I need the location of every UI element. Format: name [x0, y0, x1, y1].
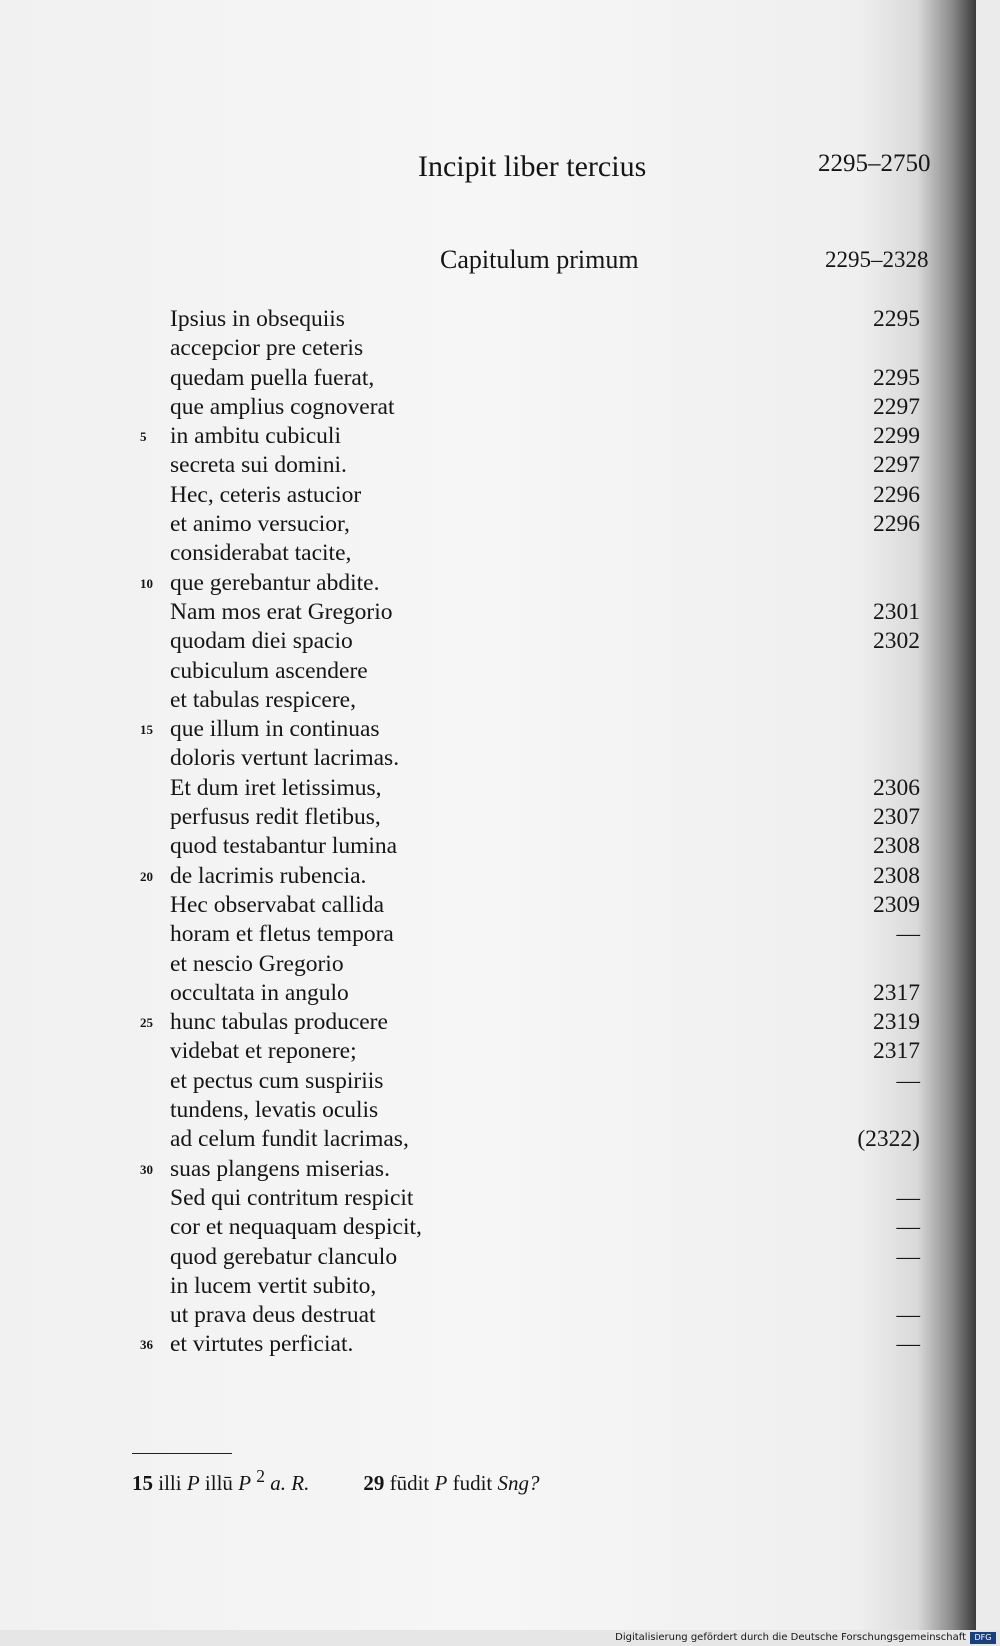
verse-text: accepcior pre ceteris	[170, 335, 364, 362]
footnotes	[132, 1466, 594, 1496]
verse-line	[0, 744, 976, 773]
line-number: 36	[140, 1337, 153, 1353]
verse-reference: 2296	[873, 511, 920, 538]
verse-text: Hec, ceteris astucior	[170, 481, 362, 508]
verse-text: in lucem vertit subito,	[170, 1272, 377, 1299]
verse-text: Et dum iret letissimus,	[170, 774, 382, 801]
verse-reference: 2317	[873, 979, 920, 1006]
verse-line	[0, 1301, 976, 1330]
verse-text: que amplius cognoverat	[170, 393, 395, 420]
verse-line	[0, 451, 976, 480]
verse-text: perfusus redit fletibus,	[170, 804, 381, 831]
verse-text: secreta sui domini.	[170, 452, 347, 479]
verse-line	[0, 305, 976, 334]
verse-text: que illum in continuas	[170, 716, 380, 743]
verse-lines	[0, 305, 976, 1360]
footnote-number: 15	[132, 1471, 153, 1495]
verse-reference: 2301	[873, 598, 920, 625]
verse-reference: 2297	[873, 452, 920, 479]
verse-text: que gerebantur abdite.	[170, 569, 380, 596]
footnote	[363, 1466, 539, 1496]
verse-line	[0, 1213, 976, 1242]
verse-line	[0, 1330, 976, 1359]
verse-reference: —	[896, 921, 920, 948]
verse-text: quedam puella fuerat,	[170, 364, 375, 391]
verse-reference: —	[896, 1184, 920, 1211]
verse-text: hunc tabulas producere	[170, 1009, 388, 1036]
footnote-lemma: fūdit	[389, 1471, 430, 1495]
verse-text: quod gerebatur clanculo	[170, 1243, 398, 1270]
verse-text: Ipsius in obsequiis	[170, 306, 345, 332]
verse-text: in ambitu cubiculi	[170, 423, 341, 450]
verse-text: et tabulas respicere,	[170, 686, 356, 713]
verse-text: quodam diei spacio	[170, 628, 353, 655]
verse-line	[0, 950, 976, 979]
verse-text: quod testabantur lumina	[170, 833, 398, 860]
verse-line	[0, 832, 976, 861]
verse-reference: —	[896, 1067, 920, 1094]
line-number: 5	[140, 429, 147, 445]
footnote-siglum: P	[238, 1471, 252, 1495]
line-number: 30	[140, 1161, 153, 1177]
verse-line	[0, 979, 976, 1008]
verse-line	[0, 481, 976, 510]
verse-reference: —	[896, 1331, 920, 1358]
verse-line	[0, 510, 976, 539]
verse-line	[0, 627, 976, 656]
line-number: 20	[140, 868, 153, 884]
verse-line	[0, 393, 976, 422]
verse-text: et pectus cum suspiriis	[170, 1067, 384, 1094]
footnote-superscript: 2	[256, 1466, 266, 1486]
chapter-title: Capitulum primum	[440, 245, 639, 274]
verse-text: videbat et reponere;	[170, 1038, 357, 1065]
verse-text: cubiculum ascendere	[170, 657, 368, 684]
footnote	[132, 1466, 309, 1496]
verse-text: doloris vertunt lacrimas.	[170, 745, 400, 772]
verse-line	[0, 657, 976, 686]
verse-reference: 2307	[873, 804, 920, 831]
verse-line	[0, 539, 976, 568]
verse-reference: (2322)	[857, 1126, 920, 1153]
verse-reference: 2296	[873, 481, 920, 508]
footnote-siglum: P	[434, 1471, 448, 1495]
verse-line	[0, 1272, 976, 1301]
verse-line	[0, 1008, 976, 1037]
credit-bar	[0, 1630, 1000, 1646]
footnote-variant: fudit	[452, 1471, 493, 1495]
verse-text: et animo versucior,	[170, 511, 350, 538]
verse-line	[0, 686, 976, 715]
verse-line	[0, 1155, 976, 1184]
chapter-verse-range: 2295–2328	[825, 247, 929, 272]
line-number: 25	[140, 1015, 153, 1031]
verse-reference: —	[896, 1243, 920, 1270]
verse-reference: 2302	[873, 628, 920, 655]
footnote-rule	[132, 1453, 232, 1454]
verse-reference: —	[896, 1214, 920, 1241]
verse-text: tundens, levatis oculis	[170, 1097, 379, 1124]
verse-line	[0, 1125, 976, 1154]
verse-text: et nescio Gregorio	[170, 950, 344, 977]
book-verse-range: 2295–2750	[818, 150, 931, 177]
verse-text: Hec observabat callida	[170, 891, 385, 918]
verse-line	[0, 715, 976, 744]
verse-line	[0, 1067, 976, 1096]
verse-text: Sed qui contritum respicit	[170, 1184, 414, 1211]
footnote-variant: illū	[204, 1471, 233, 1495]
verse-text: de lacrimis rubencia.	[170, 862, 367, 889]
verse-line	[0, 774, 976, 803]
verse-reference: 2306	[873, 774, 920, 801]
verse-line	[0, 920, 976, 949]
verse-reference: —	[896, 1302, 920, 1329]
verse-line	[0, 1184, 976, 1213]
verse-reference: 2317	[873, 1038, 920, 1065]
verse-text: occultata in angulo	[170, 979, 349, 1006]
verse-line	[0, 364, 976, 393]
verse-line	[0, 569, 976, 598]
verse-text: ad celum fundit lacrimas,	[170, 1126, 409, 1153]
verse-reference: 2295	[873, 306, 920, 332]
footnote-note: a. R.	[270, 1471, 310, 1495]
verse-text: et virtutes perficiat.	[170, 1331, 354, 1358]
verse-reference: 2299	[873, 423, 920, 450]
verse-line	[0, 422, 976, 451]
verse-reference: 2297	[873, 393, 920, 420]
verse-line	[0, 803, 976, 832]
verse-line	[0, 891, 976, 920]
verse-line	[0, 1096, 976, 1125]
line-number: 15	[140, 722, 153, 738]
verse-reference: 2308	[873, 833, 920, 860]
footnote-lemma: illi	[158, 1471, 182, 1495]
verse-line	[0, 598, 976, 627]
verse-line	[0, 1243, 976, 1272]
verse-reference: 2295	[873, 364, 920, 391]
credit-text: Digitalisierung gefördert durch die Deutsche Forschungsgemeinschaft	[615, 1632, 966, 1643]
verse-text: horam et fletus tempora	[170, 921, 394, 948]
line-number: 10	[140, 575, 153, 591]
footnote-siglum: Sng?	[497, 1471, 540, 1495]
book-title: Incipit liber tercius	[418, 150, 647, 183]
verse-text: Nam mos erat Gregorio	[170, 598, 393, 625]
verse-line	[0, 1037, 976, 1066]
verse-reference: 2309	[873, 891, 920, 918]
verse-reference: 2319	[873, 1009, 920, 1036]
verse-reference: 2308	[873, 862, 920, 889]
verse-line	[0, 334, 976, 363]
footnote-number: 29	[363, 1471, 385, 1495]
dfg-logo: DFG	[970, 1632, 996, 1644]
verse-text: cor et nequaquam despicit,	[170, 1214, 422, 1241]
verse-line	[0, 862, 976, 891]
verse-text: suas plangens miserias.	[170, 1155, 390, 1182]
verse-text: ut prava deus destruat	[170, 1302, 376, 1329]
footnote-siglum: P	[186, 1471, 200, 1495]
verse-text: considerabat tacite,	[170, 540, 352, 567]
